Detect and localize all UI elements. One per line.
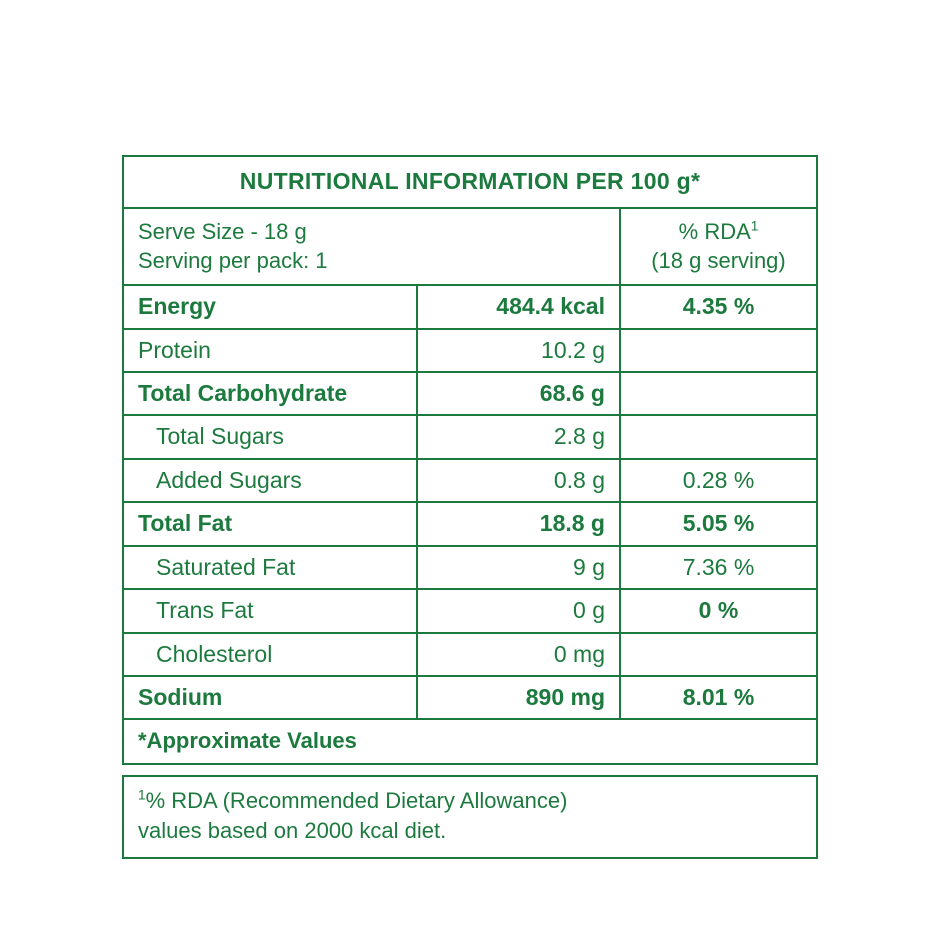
- nutrient-rda: 0.28 %: [619, 460, 816, 501]
- table-row: [124, 414, 816, 457]
- rda-header-label: % RDA$^1$: [678, 218, 759, 244]
- nutrient-value: 0 g: [416, 590, 619, 631]
- nutrient-value: 890 mg: [416, 677, 619, 718]
- table-row: [124, 675, 816, 718]
- nutrition-panel: [122, 155, 818, 859]
- nutrient-rda: [619, 416, 816, 457]
- rda-header-sub: (18 g serving): [651, 248, 786, 274]
- table-row: [124, 284, 816, 327]
- nutrient-name: Saturated Fat: [156, 553, 296, 580]
- nutrient-name: Total Fat: [138, 510, 233, 537]
- table-row: [124, 588, 816, 631]
- nutrient-name: Total Sugars: [156, 423, 284, 450]
- nutrient-name: Protein: [138, 336, 211, 363]
- table-row: [124, 371, 816, 414]
- table-row: [124, 501, 816, 544]
- nutrient-name: Cholesterol: [156, 640, 273, 667]
- table-header-row: [124, 207, 816, 284]
- nutrient-value: 0.8 g: [416, 460, 619, 501]
- table-row: [124, 328, 816, 371]
- serving-per-pack-text: Serving per pack: 1: [138, 248, 328, 274]
- nutrient-value: 10.2 g: [416, 330, 619, 371]
- nutrient-rda: [619, 330, 816, 371]
- rda-header-cell: [619, 209, 816, 284]
- nutrient-name: Energy: [138, 293, 216, 320]
- serving-info-cell: [124, 209, 619, 284]
- nutrient-value: 0 mg: [416, 634, 619, 675]
- nutrient-value: 68.6 g: [416, 373, 619, 414]
- nutrient-name: Trans Fat: [156, 597, 254, 624]
- nutrient-rda: 7.36 %: [619, 547, 816, 588]
- table-row: [124, 458, 816, 501]
- nutrient-value: 2.8 g: [416, 416, 619, 457]
- nutrient-rda: [619, 373, 816, 414]
- rda-footnote-box: [122, 775, 818, 859]
- table-row: [124, 545, 816, 588]
- table-row: [124, 632, 816, 675]
- rda-footnote-marker: 1: [750, 218, 759, 234]
- nutrient-name: Added Sugars: [156, 466, 302, 493]
- nutrient-rda: 0 %: [619, 590, 816, 631]
- nutrient-name: Sodium: [138, 684, 223, 710]
- rda-footnote-line-2: values based on 2000 kcal diet.: [138, 818, 447, 844]
- nutrient-value: 9 g: [416, 547, 619, 588]
- nutrient-rda: 5.05 %: [619, 503, 816, 544]
- nutrient-value: 18.8 g: [416, 503, 619, 544]
- nutrient-value: 484.4 kcal: [416, 286, 619, 327]
- approximate-values-note: *Approximate Values: [124, 718, 816, 763]
- footnote-marker: 1: [138, 788, 146, 804]
- rda-footnote-line-1: $^1$% RDA (Recommended Dietary Allowance): [138, 788, 568, 814]
- serve-size-text: Serve Size - 18 g: [138, 219, 307, 244]
- table-title: NUTRITIONAL INFORMATION PER 100 g*: [239, 168, 701, 194]
- nutrition-table: [122, 155, 818, 765]
- nutrient-rda: 8.01 %: [619, 677, 816, 718]
- nutrient-name: Total Carbohydrate: [138, 379, 348, 406]
- nutrient-rda: 4.35 %: [619, 286, 816, 327]
- nutrient-rda: [619, 634, 816, 675]
